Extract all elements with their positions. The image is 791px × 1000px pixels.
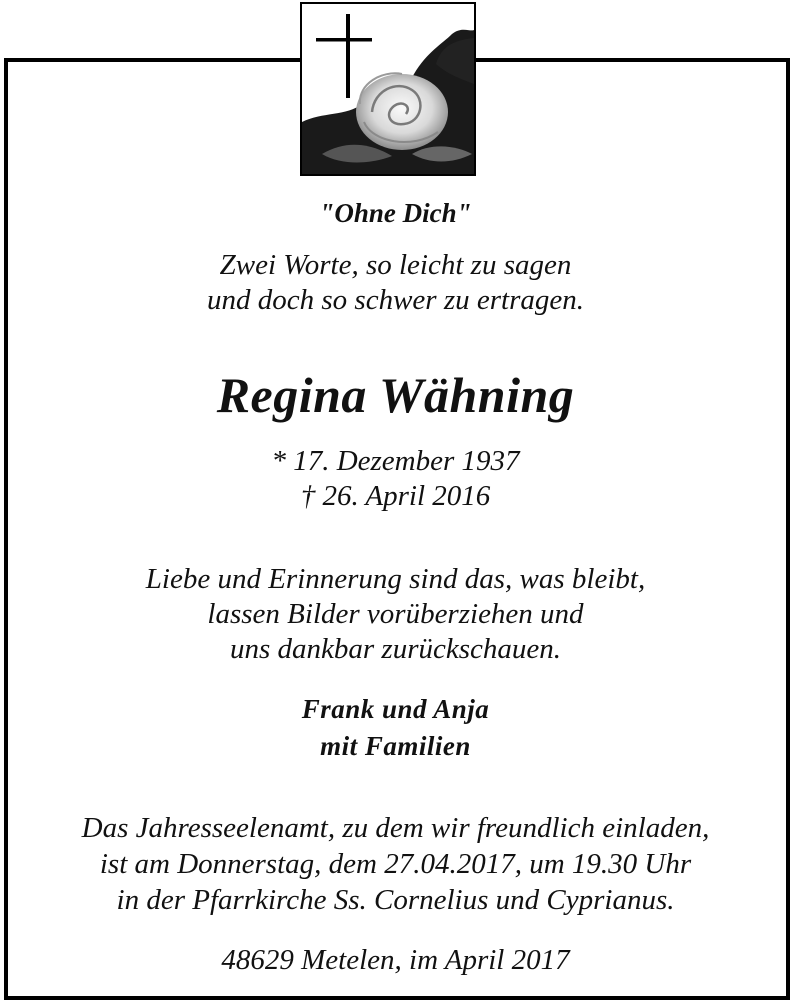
signature-line: mit Familien — [320, 731, 471, 761]
notice-line: ist am Donnerstag, dem 27.04.2017, um 19.30 Uhr — [99, 848, 692, 880]
remembrance-line: uns dankbar zurückschauen. — [229, 633, 562, 665]
notice-line: in der Pfarrkirche Ss. Cornelius und Cyprianus. — [116, 884, 675, 916]
signature-line: Frank und Anja — [301, 694, 490, 724]
cross-icon — [316, 14, 372, 98]
place-date: 48629 Metelen, im April 2017 — [221, 944, 570, 976]
quote-line: Zwei Worte, so leicht zu sagen — [219, 249, 572, 281]
notice-line: Das Jahresseelenamt, zu dem wir freundlich einladen, — [81, 812, 710, 844]
remembrance-line: lassen Bilder vorüberziehen und — [207, 598, 584, 630]
quote-title: "Ohne Dich" — [319, 198, 472, 228]
birth-date: * 17. Dezember 1937 — [271, 445, 520, 477]
death-date: † 26. April 2016 — [300, 480, 491, 512]
remembrance-line: Liebe und Erinnerung sind das, was bleibt, — [145, 563, 646, 595]
cross-and-rose-image — [300, 2, 476, 176]
quote-line: und doch so schwer zu ertragen. — [207, 284, 584, 316]
deceased-name: Regina Wähning — [216, 367, 575, 423]
